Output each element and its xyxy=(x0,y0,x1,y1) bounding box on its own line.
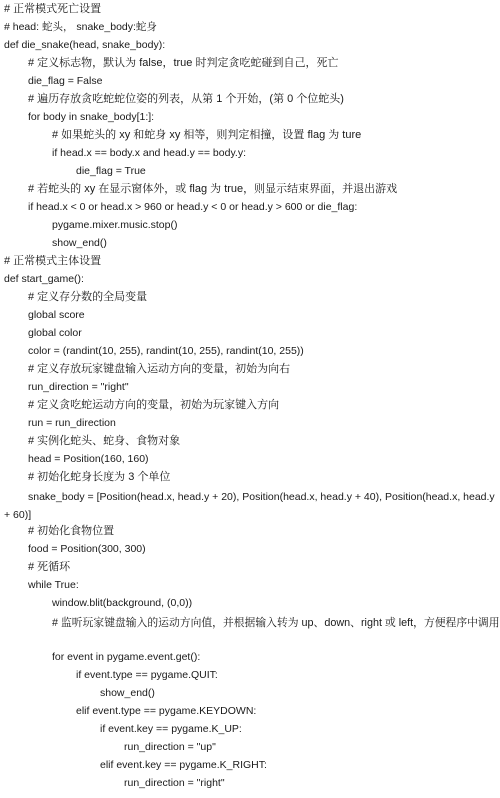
code-line: def die_snake(head, snake_body): xyxy=(4,39,166,51)
code-line: # 正常模式主体设置 xyxy=(4,255,102,267)
code-line: # 如果蛇头的 xy 和蛇身 xy 相等，则判定相撞，设置 flag 为 ture xyxy=(52,129,362,141)
code-line: def start_game(): xyxy=(4,273,84,285)
code-line: elif event.type == pygame.KEYDOWN: xyxy=(76,705,257,717)
code-line: if head.x < 0 or head.x > 960 or head.y < 0 or head.y > 600 or die_flag: xyxy=(28,201,358,213)
code-line: # 初始化食物位置 xyxy=(28,525,115,537)
code-line: # 若蛇头的 xy 在显示窗体外，或 flag 为 true，则显示结束界面，并退出游戏 xyxy=(28,183,398,195)
code-line: for body in snake_body[1:]: xyxy=(28,111,155,123)
code-line: global score xyxy=(28,309,85,321)
code-line: # 实例化蛇头、蛇身、食物对象 xyxy=(28,435,181,447)
code-line: # 遍历存放贪吃蛇蛇位姿的列表，从第 1 个开始，(第 0 个位蛇头) xyxy=(28,93,344,105)
code-line: # 定义存分数的全局变量 xyxy=(28,291,148,303)
code-line: # head: 蛇头， snake_body:蛇身 xyxy=(4,21,157,33)
code-line: show_end() xyxy=(100,687,155,699)
code-line: show_end() xyxy=(52,237,107,249)
code-line: head = Position(160, 160) xyxy=(28,453,149,465)
code-line: for event in pygame.event.get(): xyxy=(52,651,201,663)
code-line: elif event.key == pygame.K_RIGHT: xyxy=(100,759,267,771)
code-line: die_flag = True xyxy=(76,165,146,177)
code-line: window.blit(background, (0,0)) xyxy=(52,597,193,609)
code-line: food = Position(300, 300) xyxy=(28,543,146,555)
code-line: run_direction = "right" xyxy=(28,381,129,393)
code-line: # 定义标志物，默认为 false，true 时判定贪吃蛇碰到自己，死亡 xyxy=(28,57,339,69)
code-line: # 正常模式死亡设置 xyxy=(4,3,102,15)
code-line: # 定义贪吃蛇运动方向的变量，初始为玩家键入方向 xyxy=(28,399,280,411)
code-line: snake_body = [Position(head.x, head.y + 20), Position(head.x, head.y + 40), Position(head.x, head.y + 60)] xyxy=(4,491,495,521)
code-line: if head.x == body.x and head.y == body.y: xyxy=(52,147,246,159)
code-line: # 死循环 xyxy=(28,561,71,573)
code-line: global color xyxy=(28,327,82,339)
code-line: run = run_direction xyxy=(28,417,116,429)
code-line: color = (randint(10, 255), randint(10, 255), randint(10, 255)) xyxy=(28,345,304,357)
code-line: pygame.mixer.music.stop() xyxy=(52,219,178,231)
code-line: # 监听玩家键盘输入的运动方向值，并根据输入转为 up、down、right 或 left，方便程序中调用 xyxy=(52,617,500,629)
code-line: die_flag = False xyxy=(28,75,103,87)
code-line: run_direction = "right" xyxy=(124,777,225,789)
code-line: # 初始化蛇身长度为 3 个单位 xyxy=(28,471,171,483)
code-line: run_direction = "up" xyxy=(124,741,216,753)
code-line: if event.type == pygame.QUIT: xyxy=(76,669,218,681)
code-line: while True: xyxy=(28,579,79,591)
code-line: # 定义存放玩家键盘输入运动方向的变量，初始为向右 xyxy=(28,363,291,375)
code-line: if event.key == pygame.K_UP: xyxy=(100,723,242,735)
